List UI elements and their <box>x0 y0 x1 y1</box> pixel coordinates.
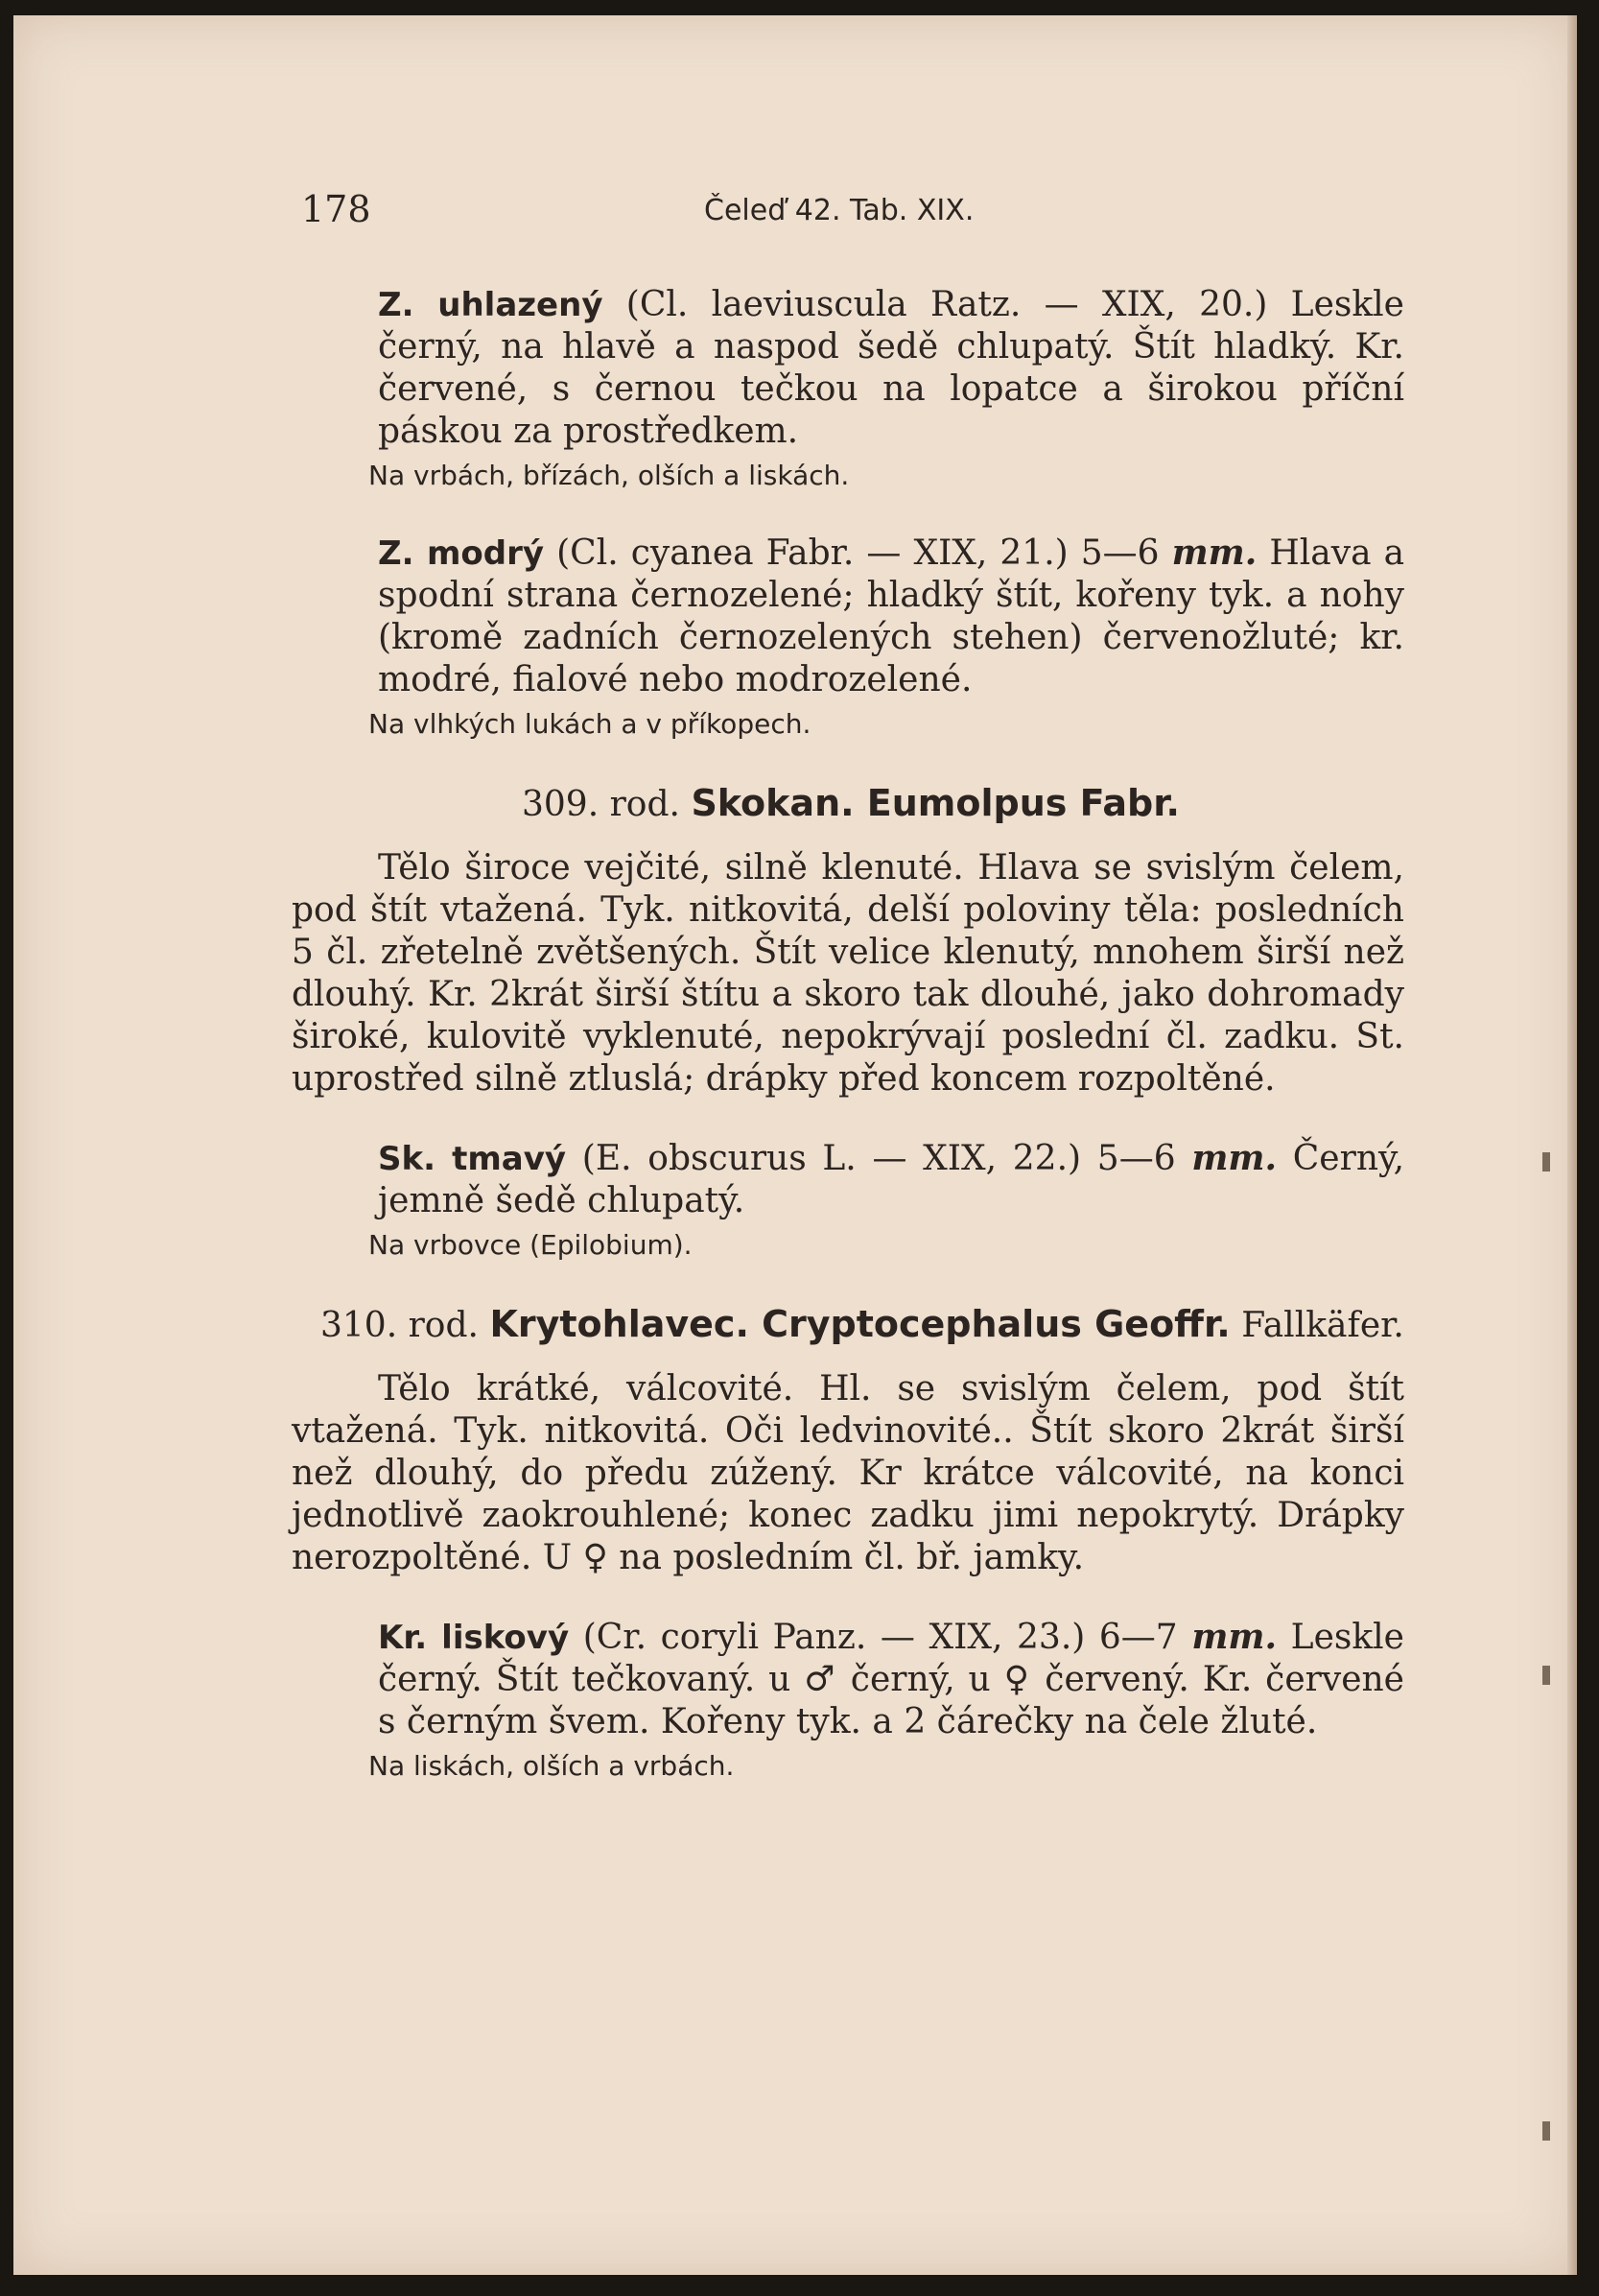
species-habitat: Na vrbách, břízách, olších a liskách. <box>368 460 850 491</box>
margin-mark <box>1542 2121 1550 2141</box>
species-name: Z. uhlazený <box>378 286 603 324</box>
species-text <box>292 284 1404 453</box>
species-description: (Cl. cyanea Fabr. — XIX, 21.) 5—6 <box>556 533 1160 573</box>
running-head: Čeleď 42. Tab. XIX. <box>704 194 975 227</box>
genus-heading <box>292 1301 1404 1349</box>
genus-description: Tělo krátké, válcovité. Hl. se svislým čelem, pod štít vtažená. Tyk. nitkovitá. Oči ledvinovité.. Štít skoro 2krát širší než dlouhý, do předu zúžený. Kr krátce válcovité, na konci jednotlivě zaokrouhlené; konec zadku jimi nepokrytý. Drápky nerozpoltěné. U ♀ na posledním čl. bř. jamky. <box>292 1369 1404 1577</box>
page-content <box>292 188 1404 1822</box>
unit-label: mm. <box>1191 1138 1278 1178</box>
species-text <box>292 532 1404 701</box>
species-description-cont: Leskle černý. Štít tečkovaný. u ♂ černý, u ♀ červený. Kr. červené s černým švem. Kořeny tyk. a 2 čárečky na čele žluté. <box>378 1618 1404 1741</box>
species-entry <box>292 532 1404 744</box>
species-name: Kr. liskový <box>378 1619 570 1657</box>
genus-description: Tělo široce vejčité, silně klenuté. Hlava se svislým čelem, pod štít vtažená. Tyk. nitkovitá, delší poloviny těla: posledních 5 čl. zřetelně zvětšených. Štít velice klenutý, mnohem širší než dlouhý. Kr. 2krát širší štítu a skoro tak dlouhé, jako dohromady široké, kulovitě vyklenuté, nepokrývají poslední čl. zadku. St. uprostřed silně ztluslá; drápky před koncem rozpoltěné. <box>292 848 1404 1099</box>
species-text <box>292 1616 1404 1743</box>
species-description-cont: Černý, jemně šedě chlupatý. <box>378 1139 1405 1220</box>
species-name: Sk. tmavý <box>378 1140 567 1178</box>
unit-label: mm. <box>1191 1617 1278 1657</box>
species-habitat: Na vrbovce (Epilobium). <box>368 1229 693 1261</box>
genus-description-block <box>292 1368 1404 1579</box>
species-description: (Cr. coryli Panz. — XIX, 23.) 6—7 <box>582 1618 1178 1657</box>
genus-description-block <box>292 847 1404 1101</box>
species-habitat: Na vlhkých lukách a v příkopech. <box>368 708 811 740</box>
unit-label: mm. <box>1171 533 1258 573</box>
species-description: (Cl. laeviuscula Ratz. — XIX, 20.) Leskle černý, na hlavě a naspod šedě chlupatý. Štít hladký. Kr. červené, s černou tečkou na lopatce a širokou příční páskou za prostředkem. <box>378 285 1404 451</box>
genus-heading <box>292 780 1404 828</box>
page-header <box>292 188 1404 246</box>
genus-german-name: Fallkäfer. <box>1241 1306 1404 1345</box>
page-number: 178 <box>301 188 371 230</box>
species-description: (E. obscurus L. — XIX, 22.) 5—6 <box>581 1139 1176 1178</box>
genus-name: Krytohlavec. Cryptocephalus Geoffr. <box>489 1303 1231 1345</box>
genus-name: Skokan. Eumolpus Fabr. <box>691 782 1180 824</box>
species-name: Z. modrý <box>378 534 545 573</box>
species-text <box>292 1137 1404 1222</box>
species-entry <box>292 1137 1404 1265</box>
species-habitat: Na liskách, olších a vrbách. <box>368 1750 735 1782</box>
species-entry <box>292 1616 1404 1786</box>
genus-number: 309. rod. <box>522 785 680 824</box>
species-entry <box>292 284 1404 495</box>
genus-number: 310. rod. <box>320 1306 479 1345</box>
page-spine-edge <box>1567 15 1577 2275</box>
margin-mark <box>1542 1152 1550 1172</box>
book-page <box>13 15 1577 2275</box>
margin-mark <box>1542 1666 1550 1685</box>
species-description-cont: Hlava a spodní strana černozelené; hladký štít, kořeny tyk. a nohy (kromě zadních černozelených stehen) červenožluté; kr. modré, fialové nebo modrozelené. <box>378 533 1405 699</box>
